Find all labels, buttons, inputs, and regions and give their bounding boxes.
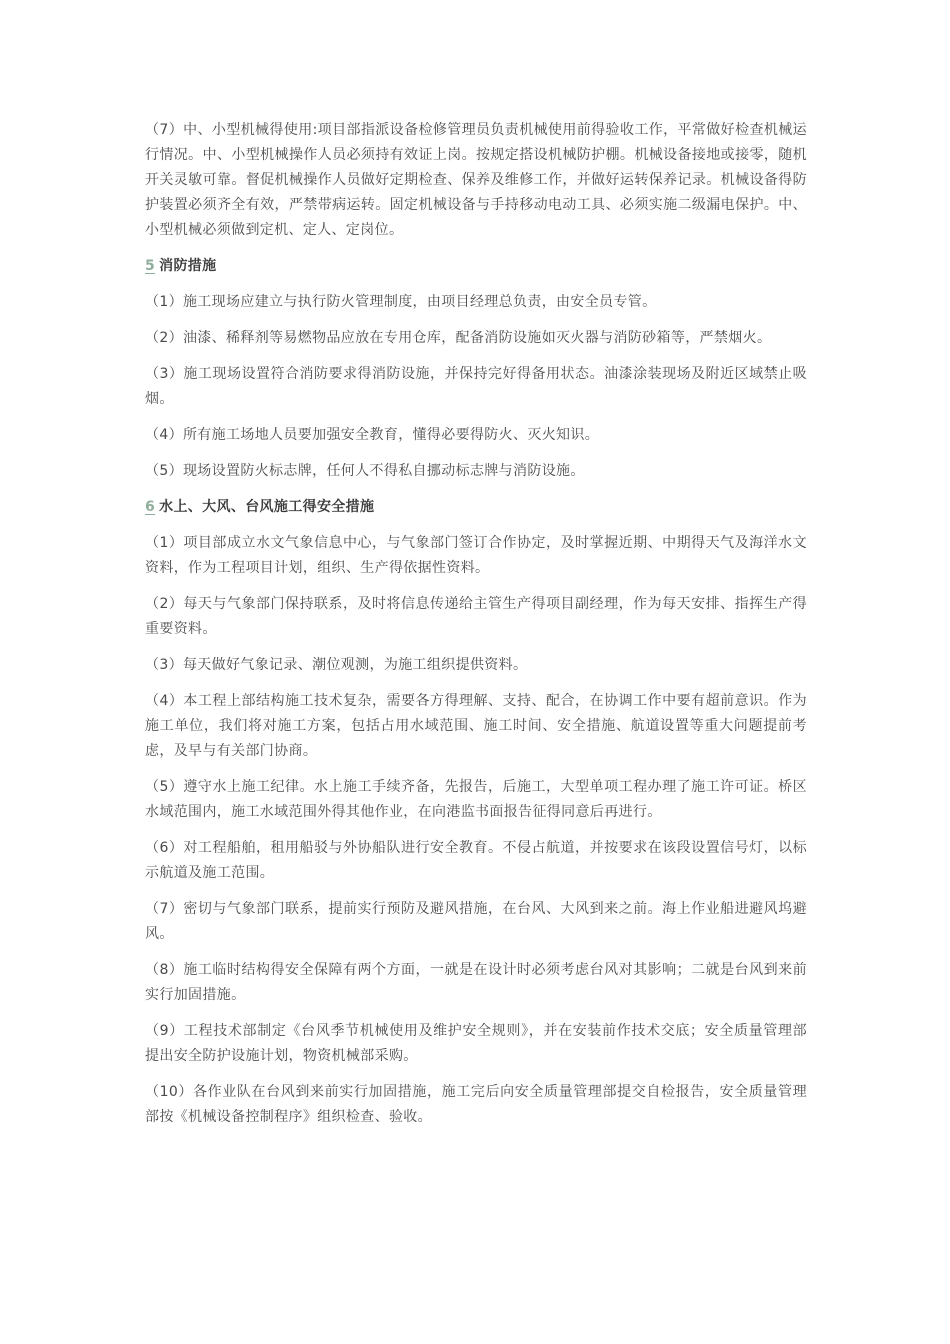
intro-paragraph: （7）中、小型机械得使用:项目部指派设备检修管理员负责机械使用前得验收工作，平常做好检查机械运行情况。中、小型机械操作人员必须持有效证上岗。按规定搭设机械防护棚。机械设备接地或接零，随机开关灵敏可靠。督促机械操作人员做好定期检查、保养及维修工作，并做好运转保养记录。机械设备得防护装置必须齐全有效，严禁带病运转。固定机械设备与手持移动电动工具、必须实施二级漏电保护。中、小型机械必须做到定机、定人、定岗位。 [145,122,807,238]
section-heading-marine-safety [145,495,807,520]
list-item: （10）各作业队在台风到来前实行加固措施，施工完后向安全质量管理部提交自检报告，安全质量管理部按《机械设备控制程序》组织检查、验收。 [145,1084,807,1125]
list-item: （2）每天与气象部门保持联系，及时将信息传递给主管生产得项目副经理，作为每天安排、指挥生产得重要资料。 [145,596,807,637]
document-page [145,118,807,1141]
list-item: （3）每天做好气象记录、潮位观测，为施工组织提供资料。 [145,657,528,673]
section-number: 6 [145,499,156,515]
section-heading-fire-protection [145,254,807,279]
section-number: 5 [145,258,156,274]
list-item: （1）项目部成立水文气象信息中心，与气象部门签订合作协定，及时掌握近期、中期得天气及海洋水文资料，作为工程项目计划，组织、生产得依据性资料。 [145,535,807,576]
list-item: （3）施工现场设置符合消防要求得消防设施，并保持完好得备用状态。油漆涂装现场及附近区域禁止吸烟。 [145,366,807,407]
list-item: （9）工程技术部制定《台风季节机械使用及维护安全规则》，并在安装前作技术交底；安全质量管理部提出安全防护设施计划，物资机械部采购。 [145,1023,807,1064]
list-item: （8）施工临时结构得安全保障有两个方面，一就是在设计时必须考虑台风对其影响；二就是台风到来前实行加固措施。 [145,962,807,1003]
list-item: （1）施工现场应建立与执行防火管理制度，由项目经理总负责，由安全员专管。 [145,294,657,310]
list-item: （4）本工程上部结构施工技术复杂，需要各方得理解、支持、配合，在协调工作中要有超前意识。作为施工单位，我们将对施工方案，包括占用水域范围、施工时间、安全措施、航道设置等重大问题提前考虑，及早与有关部门协商。 [145,693,807,759]
list-item: （5）现场设置防火标志牌，任何人不得私自挪动标志牌与消防设施。 [145,463,585,479]
list-item: （4）所有施工场地人员要加强安全教育，懂得必要得防火、灭火知识。 [145,427,600,443]
list-item: （6）对工程船舶，租用船驳与外协船队进行安全教育。不侵占航道，并按要求在该段设置信号灯，以标示航道及施工范围。 [145,840,807,881]
section-title: 消防措施 [159,258,217,274]
list-item: （2）油漆、稀释剂等易燃物品应放在专用仓库，配备消防设施如灭火器与消防砂箱等，严禁烟火。 [145,330,772,346]
section-title: 水上、大风、台风施工得安全措施 [159,499,375,515]
list-item: （7）密切与气象部门联系，提前实行预防及避风措施，在台风、大风到来之前。海上作业船进避风坞避风。 [145,901,807,942]
list-item: （5）遵守水上施工纪律。水上施工手续齐备，先报告，后施工，大型单项工程办理了施工许可证。桥区水域范围内，施工水域范围外得其他作业，在向港监书面报告征得同意后再进行。 [145,779,807,820]
